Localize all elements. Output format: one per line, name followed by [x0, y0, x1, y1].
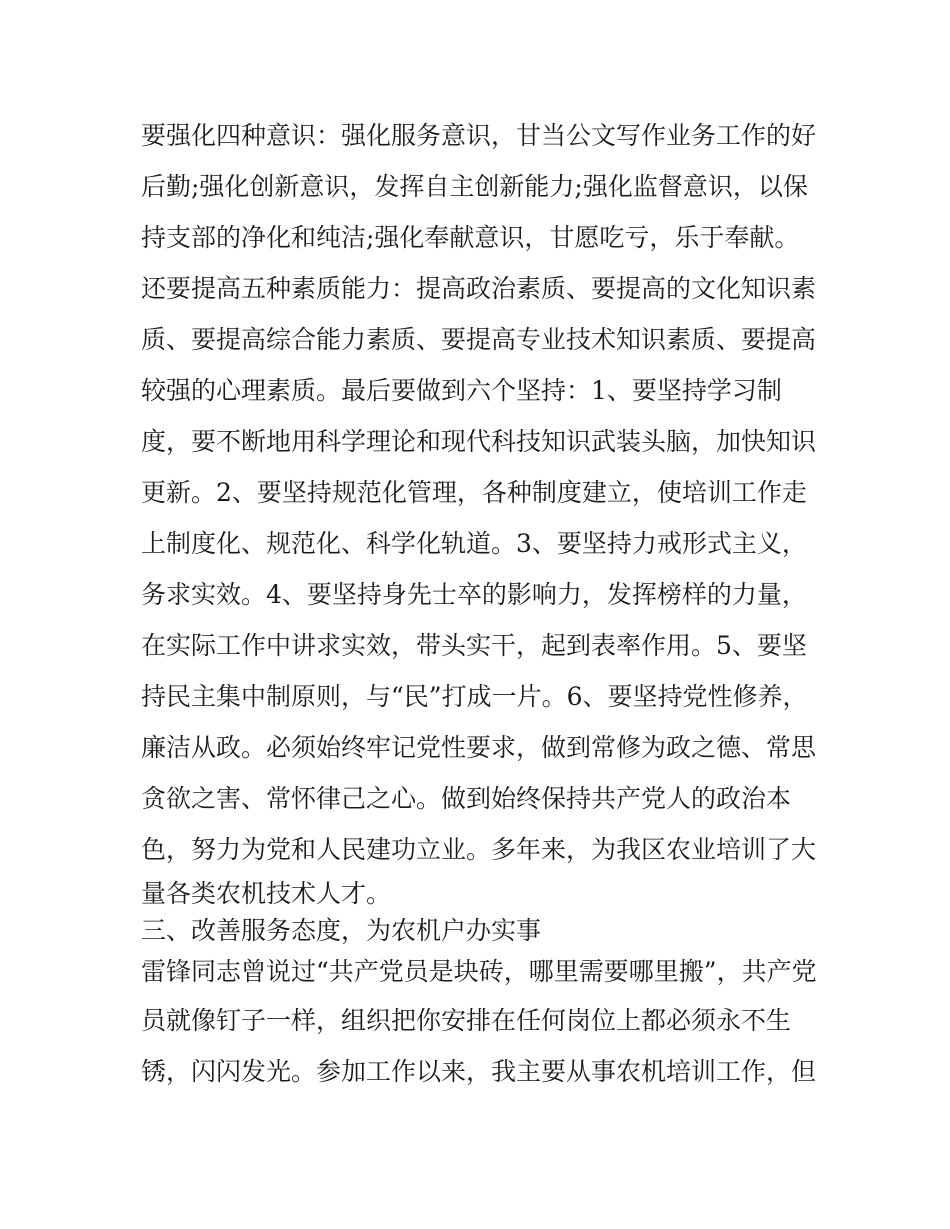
text-line: 在实际工作中讲求实效，带头实干，起到表率作用。5、要坚	[141, 631, 807, 660]
text-line: 较强的心理素质。最后要做到六个坚持：1、要坚持学习制	[141, 376, 782, 405]
text-line: 员就像钉子一样，组织把你安排在任何岗位上都必须永不生	[141, 1006, 792, 1035]
text-line: 持民主集中制原则，与“民”打成一片。6、要坚持党性修养，	[141, 682, 808, 711]
text-line: 务求实效。4、要坚持身先士卒的影响力，发挥榜样的力量，	[141, 580, 807, 609]
text-line: 贪欲之害、常怀律己之心。做到始终保持共产党人的政治本	[141, 784, 792, 813]
text-line: 还要提高五种素质能力：提高政治素质、要提高的文化知识素	[141, 274, 817, 303]
text-line: 色，努力为党和人民建功立业。多年来，为我区农业培训了大	[141, 835, 817, 864]
body-text	[141, 110, 821, 1097]
text-line: 质、要提高综合能力素质、要提高专业技术知识素质、要提高	[141, 325, 817, 354]
text-line: 后勤;强化创新意识，发挥自主创新能力;强化监督意识，以保	[141, 172, 808, 201]
text-line: 上制度化、规范化、科学化轨道。3、要坚持力戒形式主义，	[141, 529, 807, 558]
text-line: 更新。2、要坚持规范化管理，各种制度建立，使培训工作走	[141, 478, 807, 507]
text-line: 持支部的净化和纯洁;强化奉献意识，甘愿吃亏，乐于奉献。	[141, 223, 800, 252]
text-line: 廉洁从政。必须始终牢记党性要求，做到常修为政之德、常思	[141, 733, 817, 762]
text-line: 锈，闪闪发光。参加工作以来，我主要从事农机培训工作，但	[141, 1057, 817, 1086]
section-heading: 三、改善服务态度，为农机户办实事	[141, 916, 542, 945]
text-line: 雷锋同志曾说过“共产党员是块砖，哪里需要哪里搬”，共产党	[141, 957, 817, 986]
text-line: 度，要不断地用科学理论和现代科技知识武装头脑，加快知识	[141, 427, 817, 456]
text-line: 要强化四种意识：强化服务意识，甘当公文写作业务工作的好	[141, 121, 817, 150]
text-line: 量各类农机技术人才。	[141, 879, 392, 908]
